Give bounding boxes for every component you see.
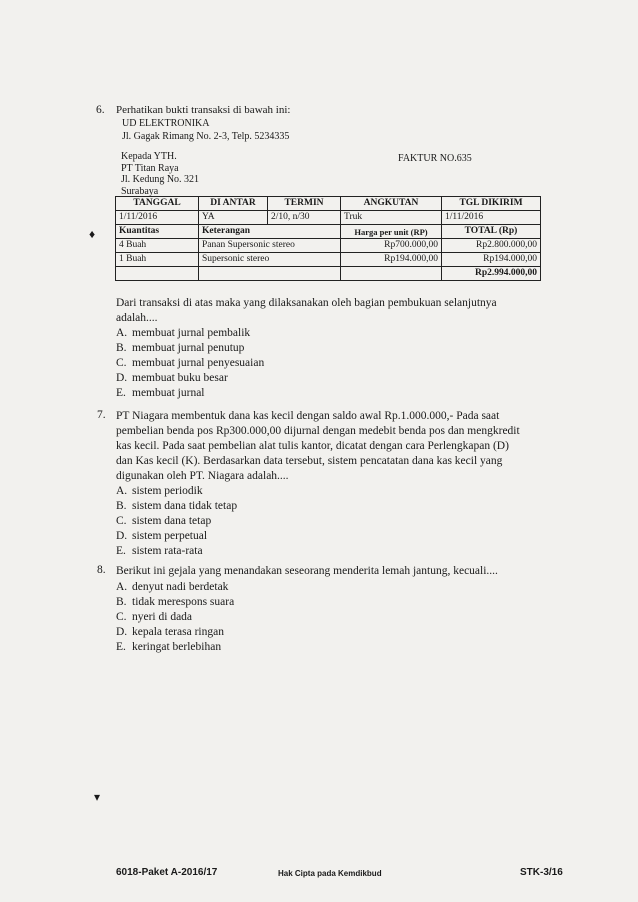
option-text: membuat jurnal penutup [132,342,245,354]
option-letter: B. [116,500,127,512]
th-diantar: DI ANTAR [199,197,268,211]
q6-intro: Perhatikan bukti transaksi di bawah ini: [116,104,291,116]
cell-termin: 2/10, n/30 [268,211,341,225]
grand-total: Rp2.994.000,00 [442,267,541,281]
option-letter: B. [116,596,127,608]
option-text: sistem perpetual [132,530,208,542]
q6-stem-line: Dari transaksi di atas maka yang dilaksanakan oleh bagian pembukuan selanjutnya [116,297,497,309]
option-text: sistem periodik [132,485,203,497]
option-letter: A. [116,581,128,593]
q6-options [116,326,264,401]
th-keterangan: Keterangan [199,225,341,239]
item-total: Rp2.800.000,00 [442,239,541,253]
q6-option-e[interactable] [116,386,264,401]
option-letter: C. [116,357,127,369]
q7-option-d[interactable] [116,529,237,544]
invoice-total-row [116,267,541,281]
option-text: membuat jurnal pembalik [132,327,251,339]
recipient-city: Surabaya [121,185,159,197]
q6-option-d[interactable] [116,371,264,386]
item-price: Rp700.000,00 [341,239,442,253]
option-text: nyeri di dada [132,611,193,623]
option-letter: D. [116,626,128,638]
option-letter: D. [116,372,128,384]
th-tanggal: TANGGAL [116,197,199,211]
bullet-mark: ▾ [94,790,101,804]
q8-option-d[interactable] [116,625,234,640]
q8-options [116,580,234,655]
th-termin: TERMIN [268,197,341,211]
option-text: denyut nadi berdetak [132,581,229,593]
option-letter: E. [116,641,126,653]
th-kuantitas: Kuantitas [116,225,199,239]
empty-cell [116,267,199,281]
q6-stem [116,296,497,326]
q7-stem-line: PT Niagara membentuk dana kas kecil dengan saldo awal Rp.1.000.000,- Pada saat [116,410,500,422]
option-text: membuat buku besar [132,372,228,384]
q7-stem [116,409,520,484]
th-tgl-dikirim: TGL DIKIRIM [442,197,541,211]
q7-stem-line: pembelian benda pos Rp300.000,00 dijurnal dengan medebit benda pos dan mengkredit [116,425,520,437]
q6-header [116,104,290,143]
th-harga: Harga per unit (RP) [341,225,442,239]
bullet-mark: ♦ [89,227,96,241]
q7-stem-line: kas kecil. Pada saat pembelian alat tulis kantor, dicatat dengan cara Perlengkapan (D) [116,440,509,452]
option-text: sistem dana tidak tetap [132,500,238,512]
invoice-header-row [116,197,541,211]
footer-copyright: Hak Cipta pada Kemdikbud [278,869,382,878]
q7-number: 7. [97,409,106,421]
option-letter: E. [116,545,126,557]
option-text: keringat berlebihan [132,641,222,653]
cell-tanggal: 1/11/2016 [116,211,199,225]
item-qty: 4 Buah [116,239,199,253]
q7-option-a[interactable] [116,484,237,499]
recipient-to: Kepada YTH. [121,151,177,162]
q6-option-c[interactable] [116,356,264,371]
q7-stem-line: dan Kas kecil (K). Berdasarkan data tersebut, sistem pencatatan dana kas kecil yang [116,455,503,467]
option-text: tidak merespons suara [132,596,235,608]
cell-angkutan: Truk [341,211,442,225]
invoice-item-row [116,253,541,267]
footer-code: 6018-Paket A-2016/17 [116,867,218,878]
q7-option-b[interactable] [116,499,237,514]
option-text: kepala terasa ringan [132,626,224,638]
q7-option-c[interactable] [116,514,237,529]
option-text: membuat jurnal [132,387,205,399]
option-letter: E. [116,387,126,399]
q6-option-a[interactable] [116,326,264,341]
invoice-table [115,196,541,281]
th-angkutan: ANGKUTAN [341,197,442,211]
cell-tgl-dikirim: 1/11/2016 [442,211,541,225]
q8-option-a[interactable] [116,580,234,595]
th-total: TOTAL (Rp) [442,225,541,239]
option-letter: D. [116,530,128,542]
q7-option-e[interactable] [116,544,237,559]
q7-options [116,484,237,559]
q8-option-e[interactable] [116,640,234,655]
q8-option-c[interactable] [116,610,234,625]
invoice-items-header [116,225,541,239]
option-text: sistem dana tetap [132,515,212,527]
invoice-info-row [116,211,541,225]
empty-cell [199,267,341,281]
q6-option-b[interactable] [116,341,264,356]
cell-diantar: YA [199,211,268,225]
invoice-number: FAKTUR NO.635 [398,153,472,164]
option-text: sistem rata-rata [132,545,203,557]
recipient-street: Jl. Kedung No. 321 [121,174,200,185]
option-letter: A. [116,327,128,339]
invoice-company: UD ELEKTRONIKA [122,118,210,129]
item-desc: Supersonic stereo [199,253,341,267]
q8-number: 8. [97,564,106,576]
option-letter: C. [116,515,127,527]
q8-stem: Berikut ini gejala yang menandakan seseorang menderita lemah jantung, kecuali.... [116,565,498,577]
item-qty: 1 Buah [116,253,199,267]
q6-number: 6. [96,104,105,116]
invoice-recipient [121,151,199,197]
invoice-item-row [116,239,541,253]
option-letter: A. [116,485,128,497]
item-total: Rp194.000,00 [442,253,541,267]
q7-stem-line: digunakan oleh PT. Niagara adalah.... [116,470,289,482]
item-price: Rp194.000,00 [341,253,442,267]
q6-stem-line: adalah.... [116,312,158,324]
q8-option-b[interactable] [116,595,234,610]
empty-cell [341,267,442,281]
item-desc: Panan Supersonic stereo [199,239,341,253]
footer-page: STK-3/16 [520,867,563,878]
invoice-address: Jl. Gagak Rimang No. 2-3, Telp. 5234335 [122,131,290,142]
option-letter: B. [116,342,127,354]
option-letter: C. [116,611,127,623]
recipient-name: PT Titan Raya [121,162,179,174]
option-text: membuat jurnal penyesuaian [132,357,265,369]
